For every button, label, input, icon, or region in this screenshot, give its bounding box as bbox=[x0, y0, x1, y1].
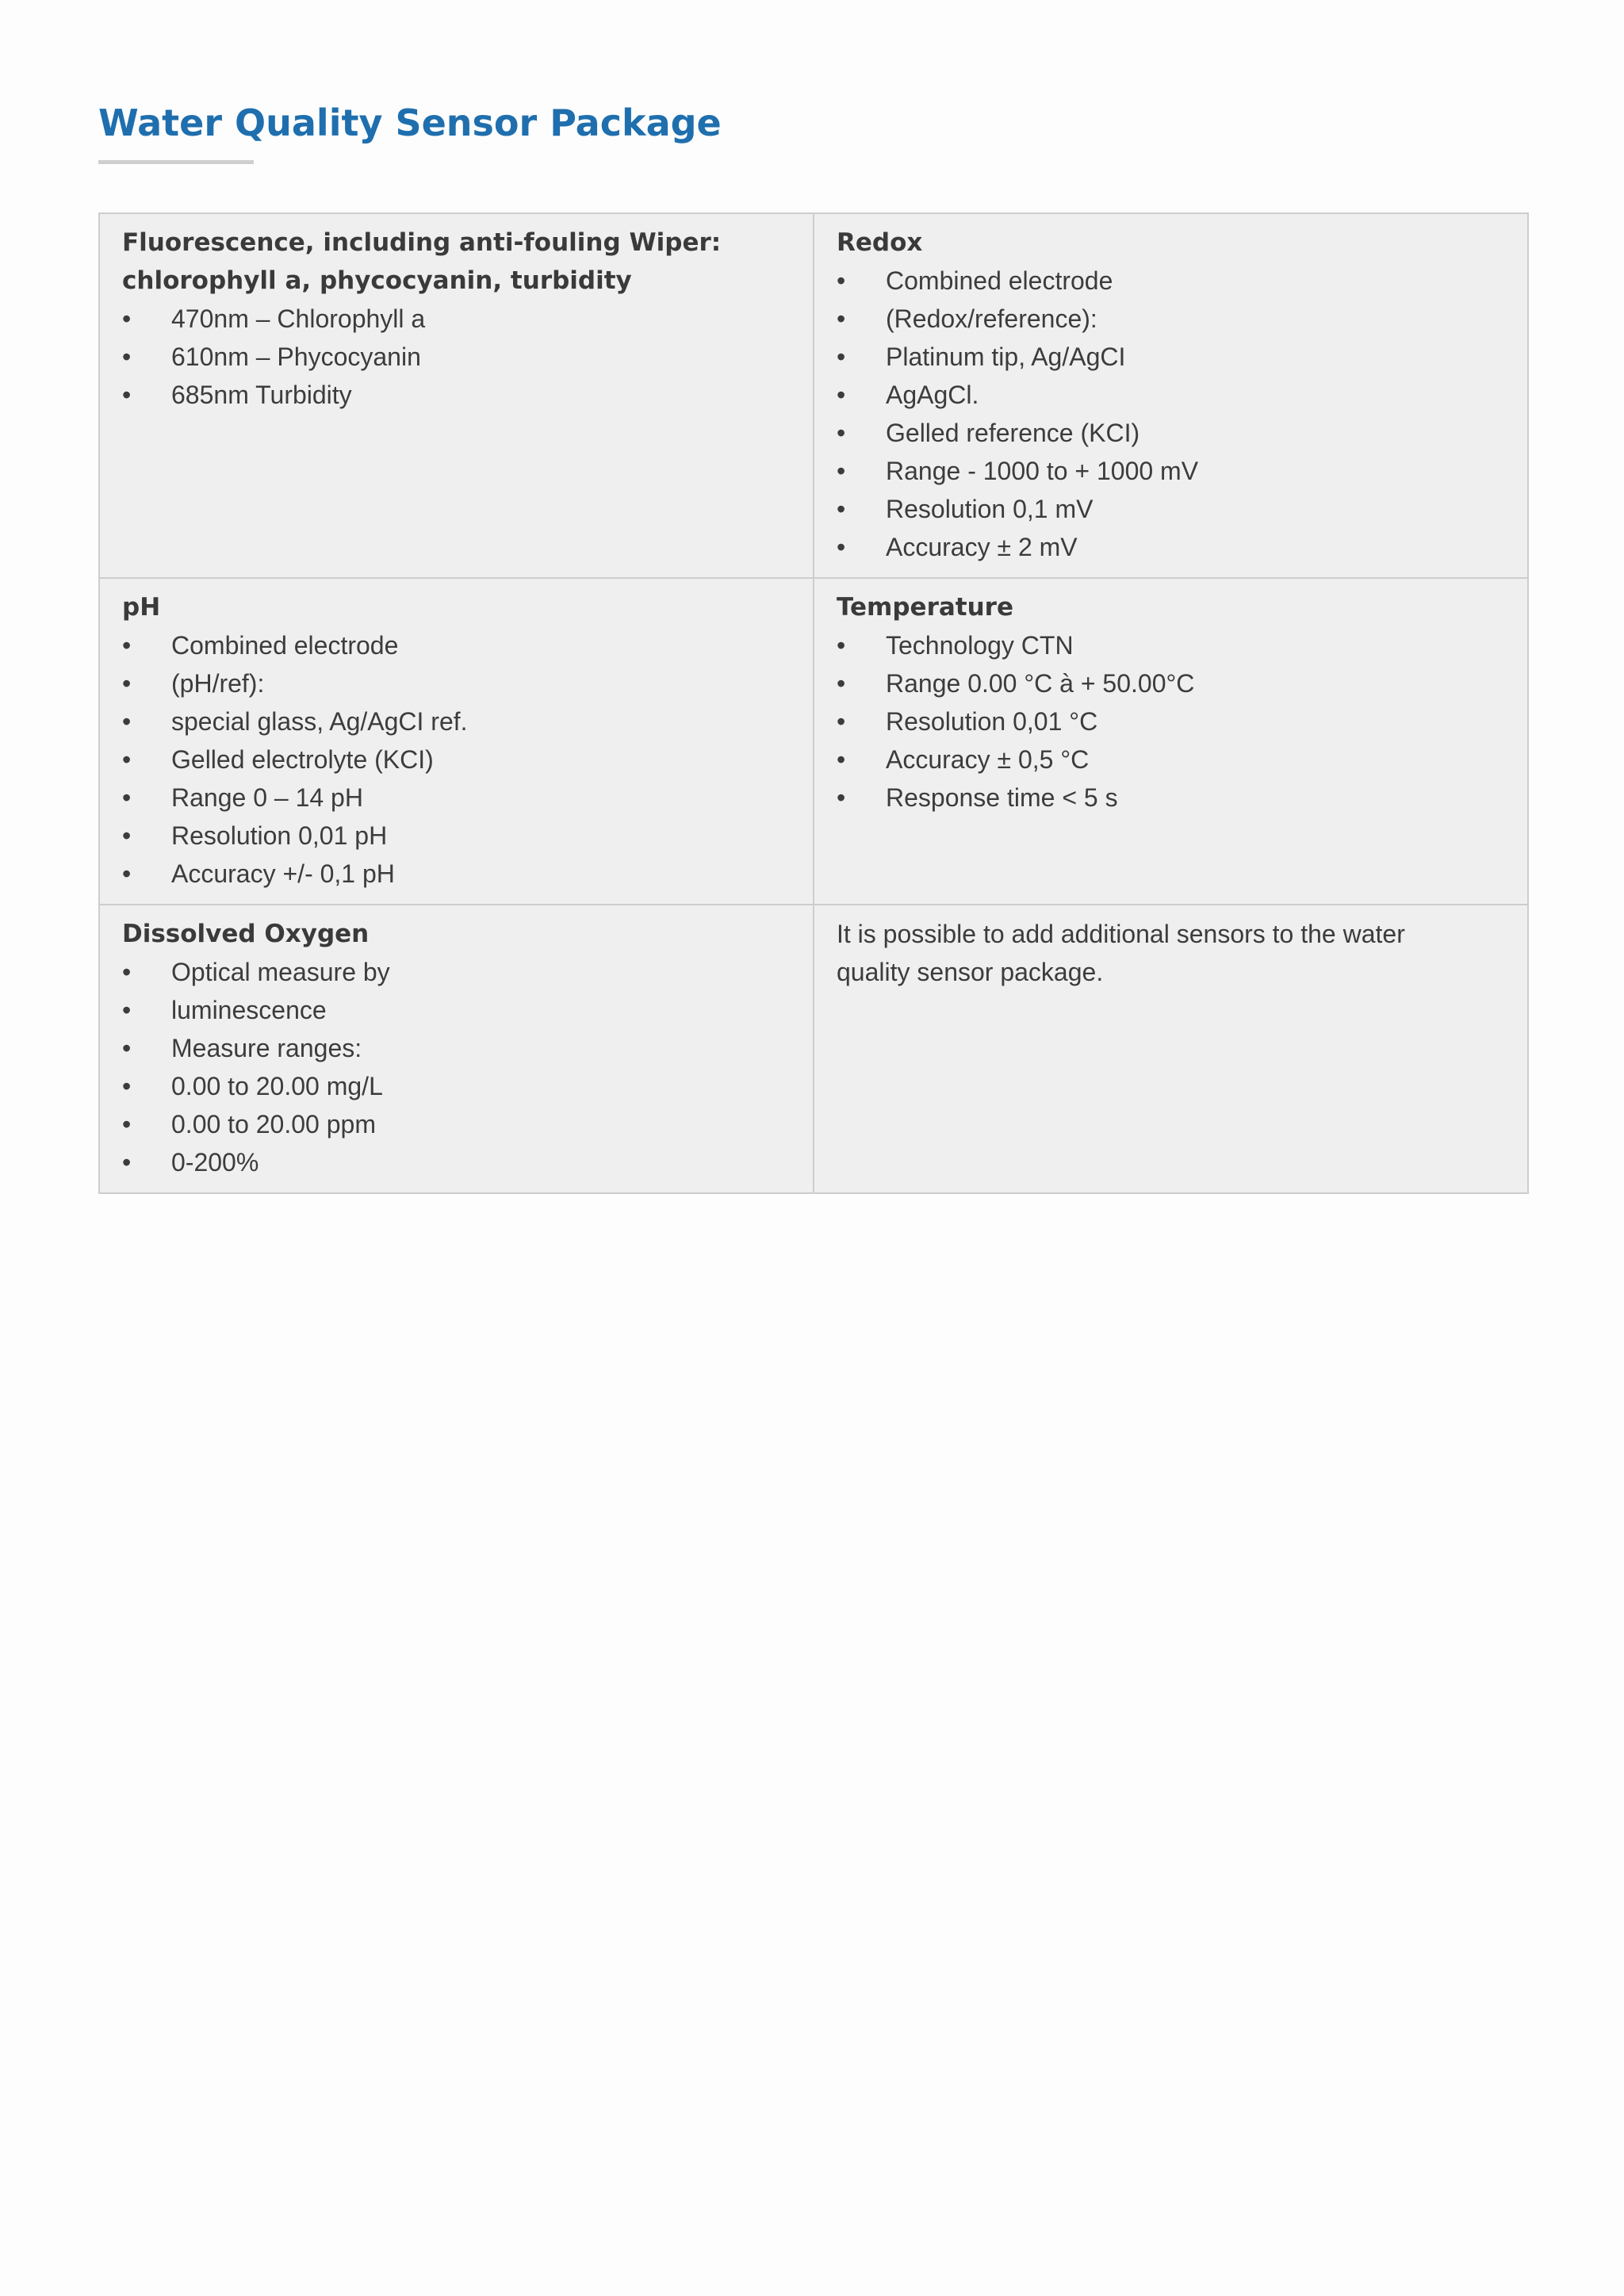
temperature-heading: Temperature bbox=[837, 593, 1013, 622]
bullet-icon: • bbox=[122, 669, 132, 698]
table-row-oxygen-note bbox=[99, 905, 1528, 1193]
bullet-icon: • bbox=[837, 419, 846, 447]
list-item: • Combined electrode bbox=[122, 626, 791, 664]
bullet-icon: • bbox=[837, 457, 846, 485]
bullet-icon: • bbox=[122, 1148, 132, 1177]
list-item: • 0.00 to 20.00 ppm bbox=[122, 1105, 791, 1143]
additional-sensors-note bbox=[837, 915, 1505, 991]
document-page bbox=[98, 94, 1527, 1177]
bullet-icon: • bbox=[837, 266, 846, 295]
cell-additional-sensors-note bbox=[814, 905, 1528, 1193]
list-item: • special glass, Ag/AgCI ref. bbox=[122, 702, 791, 740]
bullet-icon: • bbox=[837, 342, 846, 371]
bullet-icon: • bbox=[837, 631, 846, 660]
list-item: • Platinum tip, Ag/AgCI bbox=[837, 338, 1505, 376]
list-item: • Combined electrode bbox=[837, 262, 1505, 300]
list-item: • Resolution 0,01 °C bbox=[837, 702, 1505, 740]
list-item: • 0-200% bbox=[122, 1143, 791, 1181]
bullet-icon: • bbox=[122, 996, 132, 1024]
bullet-icon: • bbox=[122, 783, 132, 812]
bullet-icon: • bbox=[837, 707, 846, 736]
ph-list bbox=[122, 626, 791, 893]
page-title: Water Quality Sensor Package bbox=[98, 101, 722, 144]
note-line-2: quality sensor package. bbox=[837, 958, 1104, 986]
list-item: • Range 0 – 14 pH bbox=[122, 779, 791, 817]
bullet-icon: • bbox=[837, 381, 846, 409]
cell-dissolved-oxygen bbox=[99, 905, 814, 1193]
list-item: • luminescence bbox=[122, 991, 791, 1029]
dissolved-oxygen-heading: Dissolved Oxygen bbox=[122, 920, 370, 948]
bullet-icon: • bbox=[122, 707, 132, 736]
bullet-icon: • bbox=[122, 1072, 132, 1100]
list-item: • Range - 1000 to + 1000 mV bbox=[837, 452, 1505, 490]
list-item: • Accuracy ± 2 mV bbox=[837, 528, 1505, 566]
list-item: • AgAgCl. bbox=[837, 376, 1505, 414]
bullet-icon: • bbox=[837, 783, 846, 812]
sensor-spec-table bbox=[98, 212, 1529, 1194]
list-item: • Technology CTN bbox=[837, 626, 1505, 664]
bullet-icon: • bbox=[122, 304, 132, 333]
fluorescence-heading-line-1: Fluorescence, including anti-fouling Wiper: bbox=[122, 228, 722, 257]
list-item: • Range 0.00 °C à + 50.00°C bbox=[837, 664, 1505, 702]
title-underline bbox=[98, 160, 254, 164]
note-line-1: It is possible to add additional sensors to the water bbox=[837, 920, 1405, 948]
list-item: • (pH/ref): bbox=[122, 664, 791, 702]
list-item: • Optical measure by bbox=[122, 953, 791, 991]
list-item: • Measure ranges: bbox=[122, 1029, 791, 1067]
list-item: • Accuracy ± 0,5 °C bbox=[837, 740, 1505, 779]
list-item: • Gelled reference (KCI) bbox=[837, 414, 1505, 452]
temperature-list bbox=[837, 626, 1505, 817]
cell-temperature bbox=[814, 578, 1528, 905]
bullet-icon: • bbox=[122, 631, 132, 660]
bullet-icon: • bbox=[837, 745, 846, 774]
list-item: • 470nm – Chlorophyll a bbox=[122, 300, 791, 338]
bullet-icon: • bbox=[122, 958, 132, 986]
bullet-icon: • bbox=[122, 821, 132, 850]
bullet-icon: • bbox=[837, 669, 846, 698]
cell-ph bbox=[99, 578, 814, 905]
bullet-icon: • bbox=[122, 1110, 132, 1138]
bullet-icon: • bbox=[122, 745, 132, 774]
cell-fluorescence bbox=[99, 213, 814, 578]
redox-heading: Redox bbox=[837, 228, 923, 257]
list-item: • 685nm Turbidity bbox=[122, 376, 791, 414]
list-item: • Resolution 0,1 mV bbox=[837, 490, 1505, 528]
bullet-icon: • bbox=[837, 495, 846, 523]
dissolved-oxygen-list bbox=[122, 953, 791, 1181]
bullet-icon: • bbox=[122, 342, 132, 371]
fluorescence-list bbox=[122, 300, 791, 414]
list-item: • Gelled electrolyte (KCI) bbox=[122, 740, 791, 779]
table-row-fluorescence-redox bbox=[99, 213, 1528, 578]
list-item: • 0.00 to 20.00 mg/L bbox=[122, 1067, 791, 1105]
bullet-icon: • bbox=[122, 381, 132, 409]
ph-heading: pH bbox=[122, 593, 161, 622]
list-item: • Response time < 5 s bbox=[837, 779, 1505, 817]
bullet-icon: • bbox=[122, 1034, 132, 1062]
list-item: • Accuracy +/- 0,1 pH bbox=[122, 855, 791, 893]
bullet-icon: • bbox=[122, 859, 132, 888]
bullet-icon: • bbox=[837, 304, 846, 333]
cell-redox bbox=[814, 213, 1528, 578]
list-item: • (Redox/reference): bbox=[837, 300, 1505, 338]
redox-list bbox=[837, 262, 1505, 566]
fluorescence-heading-line-2: chlorophyll a, phycocyanin, turbidity bbox=[122, 266, 632, 295]
list-item: • 610nm – Phycocyanin bbox=[122, 338, 791, 376]
table-row-ph-temperature bbox=[99, 578, 1528, 905]
bullet-icon: • bbox=[837, 533, 846, 561]
list-item: • Resolution 0,01 pH bbox=[122, 817, 791, 855]
